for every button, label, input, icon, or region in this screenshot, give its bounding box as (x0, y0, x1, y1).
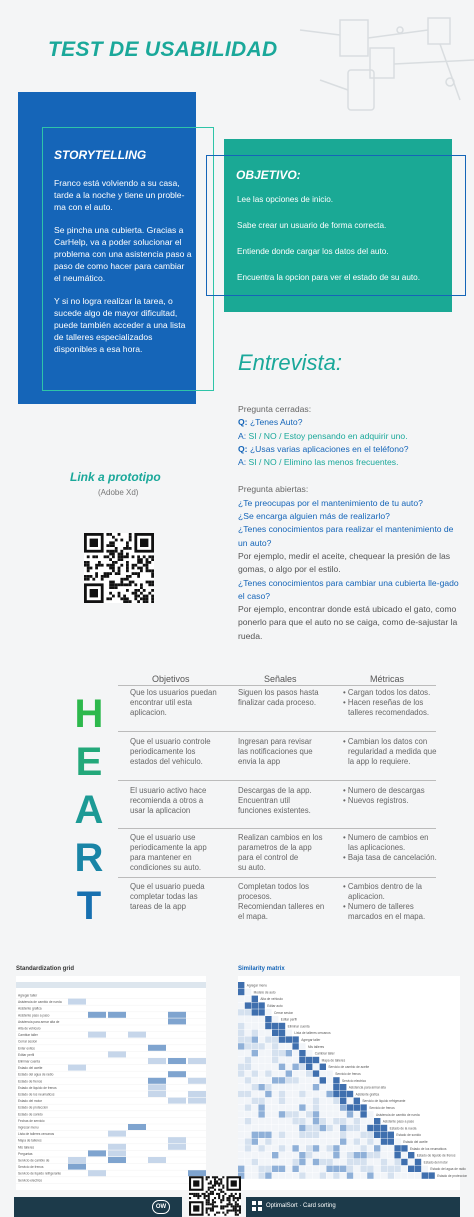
open-question: ¿Se encarga alguien más de realizarlo? (238, 511, 390, 522)
matrix-row-label: Estado del motor (423, 1160, 448, 1165)
heart-cell-metricas (342, 882, 438, 922)
matrix-row-label: Asistencia de cambio de rueda (376, 1112, 420, 1117)
closed-question: Q: ¿Usas varias aplicaciones en el teléfono? (238, 443, 409, 454)
grid-row-label: Alta de vehiculo (18, 1026, 41, 1031)
page-title: TEST DE USABILIDAD (48, 38, 278, 61)
matrix-row-label: Agregar taller (301, 1038, 321, 1042)
heart-cell-line: procesos. (238, 892, 272, 901)
grid-row-label: Estado del motor (18, 1099, 43, 1104)
matrix-row-label: Asistencia para armar alta (348, 1085, 386, 1090)
matrix-row-label: Estado del aceite (403, 1140, 428, 1144)
heart-cell-objetivo (130, 737, 238, 767)
heart-cell-line: completar todas las (130, 892, 198, 901)
matrix-row-label: Asistente paso a paso (382, 1119, 415, 1124)
story-paragraph: Y si no logra realizar la tarea, o sucede algo de mayor dificultad, puede también acceder a una lista de talleres especializados disponibles a esa hora. (54, 296, 186, 354)
heart-cell-line: envia la app (238, 757, 281, 766)
heart-cell-metricas (342, 786, 438, 806)
objetivo-item: Encuentra la opcion para ver el estado de su auto. (237, 273, 420, 282)
matrix-row-label: Agregar menu (246, 983, 268, 988)
heart-cell-objetivo (130, 688, 238, 718)
heart-cell-metricas (342, 737, 438, 767)
objetivo-item: Lee las opciones de inicio. (237, 195, 334, 204)
heart-cell-line: el mapa. (238, 912, 268, 921)
grid-row-label: Asistencia para armar alta de (18, 1019, 60, 1024)
heart-cell-line: Recomiendan talleres en (238, 902, 325, 911)
grid-row-label: Agregar taller (18, 993, 38, 998)
story-paragraph: Franco está volviendo a su casa, tarde a la noche y tiene un proble-ma con el auto. (54, 178, 185, 212)
grid-row-label: Cambiar taller (18, 1033, 38, 1038)
heart-cell-line: El usuario activo hace (130, 786, 207, 795)
heart-cell-line: para mantener en (130, 853, 192, 862)
standardization-grid-title: Standardization grid (16, 966, 75, 972)
heart-divider (118, 685, 436, 686)
heart-cell-line: aplicacion. (130, 708, 167, 717)
heart-cell-line: Que el usuario use (130, 833, 196, 842)
matrix-row-label: Editar auto (267, 1004, 283, 1008)
matrix-row-label: Cerrar sesion (274, 1010, 294, 1015)
heart-cell-line: • Numero de cambios en las aplicaciones. (343, 833, 429, 852)
grid-row-label: Asistencia de cambio de rueda (18, 1000, 62, 1005)
closed-question: Q: ¿Tenes Auto? (238, 417, 303, 428)
matrix-row-label: Modelo de auto (253, 990, 276, 995)
heart-cell-line: • Cargan todos los datos. (343, 688, 431, 697)
heart-cell-line: • Cambios dentro de la aplicacion. (343, 882, 423, 901)
matrix-row-label: Eliminar cuenta (287, 1024, 310, 1029)
heart-cell-line: parametros de la app (238, 843, 312, 852)
matrix-row-label: Asistente grafica (355, 1092, 380, 1097)
heart-cell-line: • Cambian los datos con regularidad a medida que la app lo requiere. (343, 737, 437, 766)
heart-cell-objetivo (130, 833, 238, 873)
matrix-row-label: Estado de proteccion (437, 1174, 468, 1178)
heart-cell-line: • Baja tasa de cancelación. (343, 853, 437, 862)
grid-row-label: Estado del aceite (18, 1066, 43, 1071)
closed-answer: A: SI / NO / Estoy pensando en adquirir uno. (238, 430, 408, 441)
grid-row-label: Preguntas (18, 1151, 33, 1156)
grid-row-label: Servicio de frenos (18, 1165, 44, 1170)
prototype-link-title[interactable]: Link a prototipo (70, 470, 161, 484)
grid-row-label: Enter exitos (18, 1046, 35, 1051)
grid-row-label: Estado de liquido de frenos (18, 1085, 57, 1090)
grid-row-label: Ingresar menu (18, 1125, 39, 1130)
grid-row-label: Mis talleres (18, 1145, 35, 1150)
grid-row-label: Servicio electrico (18, 1178, 43, 1183)
heart-header-objetivos: Objetivos (152, 674, 190, 684)
objetivo-list (237, 195, 457, 299)
heart-cell-objetivo (130, 882, 238, 912)
grid-row-label: Editar perfil (18, 1052, 35, 1057)
heart-cell-line: las notificaciones que (238, 747, 313, 756)
matrix-row-label: Servicio electrico (342, 1078, 367, 1083)
heart-divider (118, 731, 436, 732)
heart-cell-line: Ingresan para revisar (238, 737, 312, 746)
heart-cell-line: Que el usuario controle (130, 737, 211, 746)
heart-cell-line: Realizan cambios en los (238, 833, 323, 842)
open-questions-label: Pregunta abiertas: (238, 484, 309, 495)
grid-row-label: Fechas de servicio (18, 1118, 45, 1123)
heart-cell-line: funciones existentes. (238, 806, 311, 815)
grid-row-label: Estado de proteccion (18, 1105, 48, 1110)
grid-row-label: Estado de los neumaticos (18, 1092, 55, 1097)
open-question: ¿Tenes conocimientos para cambiar una cubierta lle-gado el caso? (238, 577, 459, 601)
matrix-row-label: Estado de los neumaticos (410, 1146, 447, 1151)
heart-cell-senales (238, 882, 338, 922)
heart-cell-line: Completan todos los (238, 882, 310, 891)
open-question-detail: Por ejemplo, medir el aceite, chequear la presión de las gomas, o algo por el estilo. (238, 550, 451, 575)
heart-cell-line: estados del vehiculo. (130, 757, 203, 766)
entrevista-content (238, 403, 460, 643)
matrix-row-label: Servicio de frenos (335, 1072, 361, 1076)
heart-cell-senales (238, 833, 338, 873)
heart-letter-t: T (76, 884, 102, 928)
heart-cell-line: • Numero de talleres marcados en el mapa. (343, 902, 426, 921)
objetivo-item: Entiende donde cargar los datos del auto. (237, 247, 389, 256)
heart-cell-senales (238, 737, 338, 767)
heart-cell-line: periodicamente los (130, 747, 196, 756)
heart-divider (118, 877, 436, 878)
heart-cell-line: Que los usuarios puedan (130, 688, 217, 697)
open-question-detail: Por ejemplo, encontrar donde está ubicado el gato, como ponerlo para que el auto no se caiga, como de-sajustar la rueda. (238, 604, 458, 641)
grid-row-label: Lista de talleres cercanos (18, 1132, 55, 1137)
matrix-row-label: Cambiar taller (314, 1051, 335, 1056)
heart-cell-line: recomienda a otros a (130, 796, 204, 805)
open-question: ¿Te preocupas por el mantenimiento de tu auto? (238, 497, 423, 508)
storytelling-text (54, 177, 192, 366)
matrix-row-label: Servicio de liquido refrigerante (362, 1099, 406, 1104)
heart-letter-h: H (74, 692, 104, 736)
heart-cell-line: para el control de (238, 853, 299, 862)
heart-cell-line: su auto. (238, 863, 266, 872)
heart-letter-e: E (75, 740, 103, 784)
heart-cell-line: Encuentran util (238, 796, 291, 805)
heart-cell-metricas (342, 833, 438, 863)
storytelling-title: STORYTELLING (54, 148, 147, 162)
matrix-row-label: Estado de la rueda (389, 1126, 417, 1131)
heart-cell-line: Siguen los pasos hasta (238, 688, 319, 697)
heart-divider (118, 780, 436, 781)
heart-letter-r: R (74, 836, 104, 880)
open-question: ¿Tenes conocimientos para realizar el mantenimiento de un auto? (238, 524, 454, 548)
grid-row-label: Servicio de cambio de (18, 1158, 50, 1163)
heart-cell-line: Descargas de la app. (238, 786, 312, 795)
matrix-row-label: Alta de vehiculo (260, 997, 283, 1002)
ow-logo: OW (152, 1200, 170, 1214)
footer-text: OptimalSort · Card sorting (266, 1203, 336, 1209)
heart-cell-line: • Hacen reseñas de los talleres recomendados. (343, 698, 430, 717)
heart-cell-line: Que el usuario pueda (130, 882, 205, 891)
heart-header-metricas: Métricas (370, 674, 405, 684)
matrix-row-label: Estado de sonido (396, 1133, 422, 1138)
grid-row-label: Estado de sonido (18, 1112, 43, 1117)
heart-cell-line: • Numero de descargas (343, 786, 425, 795)
story-paragraph: Se pincha una cubierta. Gracias a CarHelp, va a poder solucionar el problema con una asistencia paso a paso de como hacer para cambiar el neumático. (54, 225, 192, 283)
heart-cell-senales (238, 688, 338, 708)
heart-cell-line: encontrar util esta (130, 698, 192, 707)
closed-answer: A: SI / NO / Elimino las menos frecuentes. (238, 457, 399, 468)
grid-row-label: Asistente paso a paso (18, 1013, 50, 1018)
matrix-row-label: Lista de talleres cercanos (294, 1031, 331, 1036)
heart-letter-a: A (74, 788, 104, 832)
matrix-row-label: Servicio de frenos (369, 1106, 395, 1110)
grid-row-label: Estado del agua de radio (18, 1072, 54, 1077)
objetivo-item: Sabe crear un usuario de forma correcta. (237, 221, 387, 230)
heart-header-senales: Señales (264, 674, 297, 684)
heart-cell-senales (238, 786, 338, 816)
heart-cell-line: • Nuevos registros. (343, 796, 409, 805)
similarity-matrix (238, 976, 468, 1190)
footer-qr-code-icon[interactable] (189, 1176, 241, 1216)
closed-questions-label: Pregunta cerradas: (238, 404, 312, 414)
heart-cell-line: usar la aplicacion (130, 806, 191, 815)
grid-row-label: Asistente grafica (18, 1006, 42, 1011)
matrix-row-label: Servicio de cambio de aceite (328, 1065, 370, 1070)
network-decoration-icon (300, 0, 474, 110)
heart-cell-metricas (342, 688, 438, 718)
prototype-link-subtitle: (Adobe Xd) (98, 488, 139, 497)
grid-row-label: Estado de frenos (18, 1079, 43, 1084)
heart-divider (118, 828, 436, 829)
heart-cell-line: condiciones su auto. (130, 863, 202, 872)
grid-row-label: Servicio de liquido refrigerante (18, 1171, 62, 1176)
grid-row-label: Cerrar sesion (18, 1039, 38, 1044)
objetivo-title: OBJETIVO: (236, 168, 301, 182)
matrix-row-label: Mis talleres (308, 1044, 325, 1049)
grid-icon (252, 1201, 262, 1211)
standardization-grid (16, 976, 206, 1190)
heart-cell-line: tareas de la app (130, 902, 186, 911)
matrix-row-label: Estado de liquido de frenos (416, 1153, 456, 1158)
entrevista-title: Entrevista: (238, 350, 342, 375)
matrix-row-label: Estado del agua de radio (430, 1167, 466, 1172)
similarity-matrix-title: Similarity matrix (238, 966, 285, 972)
grid-row-label: Mapa de talleres (18, 1138, 42, 1143)
grid-row-label: Eliminar cuenta (18, 1059, 40, 1064)
heart-cell-line: finalizar cada proceso. (238, 698, 317, 707)
matrix-row-label: Editar perfil (280, 1017, 297, 1022)
heart-cell-objetivo (130, 786, 238, 816)
heart-cell-line: periodicamente la app (130, 843, 207, 852)
prototype-qr-code-icon[interactable] (84, 533, 154, 603)
matrix-row-label: Mapa de talleres (321, 1058, 346, 1063)
